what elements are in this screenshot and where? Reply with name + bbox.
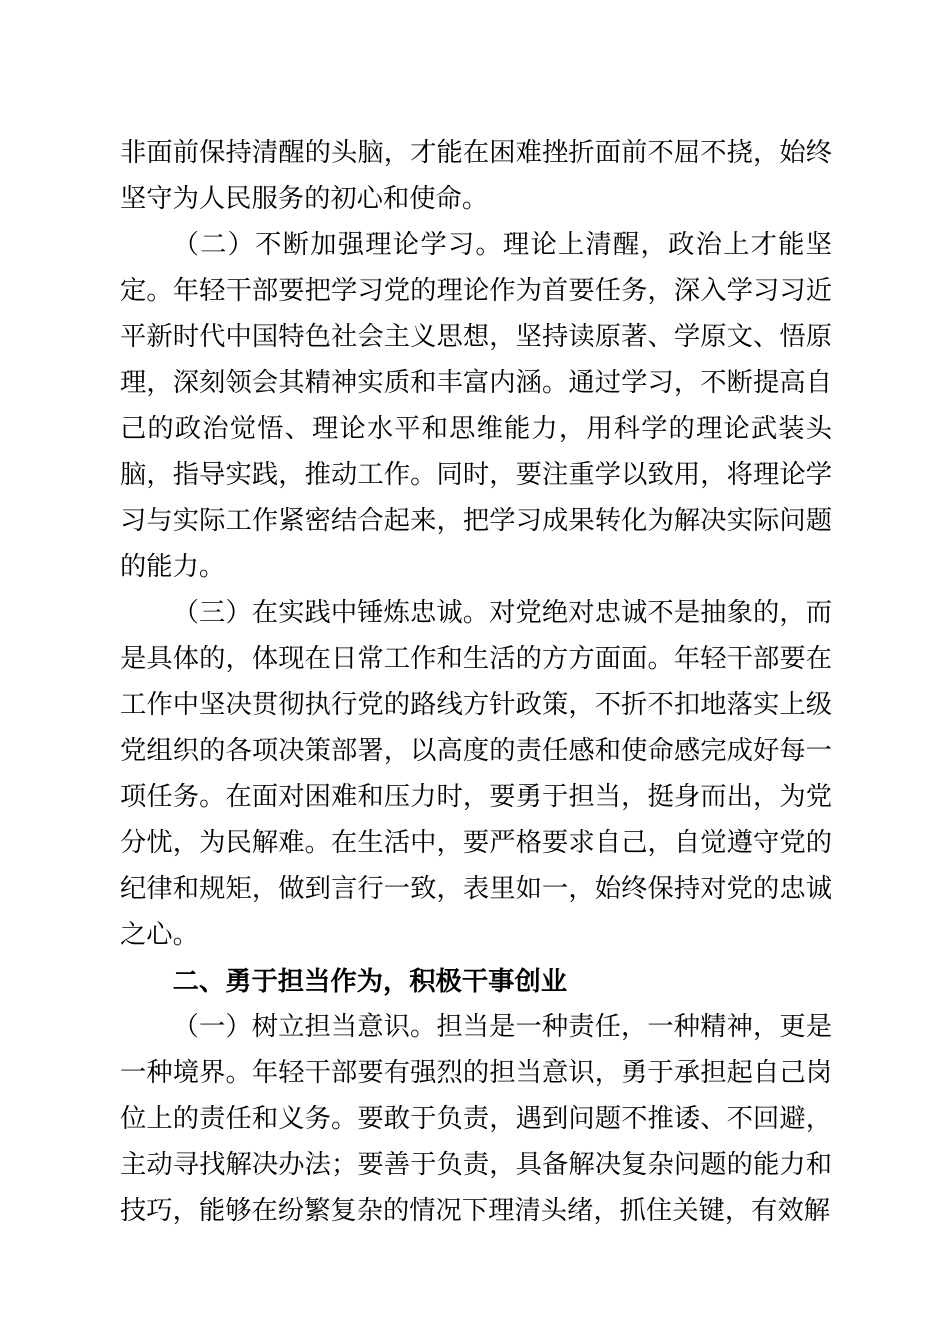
body-paragraph: （一）树立担当意识。担当是一种责任，一种精神，更是一种境界。年轻干部要有强烈的担当意识，勇于承担起自己岗位上的责任和义务。要敢于负责，遇到问题不推诿、不回避，主动寻找解决办法；要善于负责，具备解决复杂问题的能力和技巧，能够在纷繁复杂的情况下理清头绪，抓住关键，有效解 [120, 1012, 832, 1225]
body-paragraph-continuation: 非面前保持清醒的头脑，才能在困难挫折面前不屈不挠，始终坚守为人民服务的初心和使命。 [120, 138, 832, 213]
body-paragraph: （二）不断加强理论学习。理论上清醒，政治上才能坚定。年轻干部要把学习党的理论作为首要任务，深入学习习近平新时代中国特色社会主义思想，坚持读原著、学原文、悟原理，深刻领会其精神实质和丰富内涵。通过学习，不断提高自己的政治觉悟、理论水平和思维能力，用科学的理论武装头脑，指导实践，推动工作。同时，要注重学以致用，将理论学习与实际工作紧密结合起来，把学习成果转化为解决实际问题的能力。 [120, 230, 832, 581]
body-paragraph: （三）在实践中锤炼忠诚。对党绝对忠诚不是抽象的，而是具体的，体现在日常工作和生活的方方面面。年轻干部要在工作中坚决贯彻执行党的路线方针政策，不折不扣地落实上级党组织的各项决策部署，以高度的责任感和使命感完成好每一项任务。在面对困难和压力时，要勇于担当，挺身而出，为党分忧，为民解难。在生活中，要严格要求自己，自觉遵守党的纪律和规矩，做到言行一致，表里如一，始终保持对党的忠诚之心。 [120, 598, 832, 949]
section-heading: 二、勇于担当作为，积极干事创业 [172, 966, 568, 996]
